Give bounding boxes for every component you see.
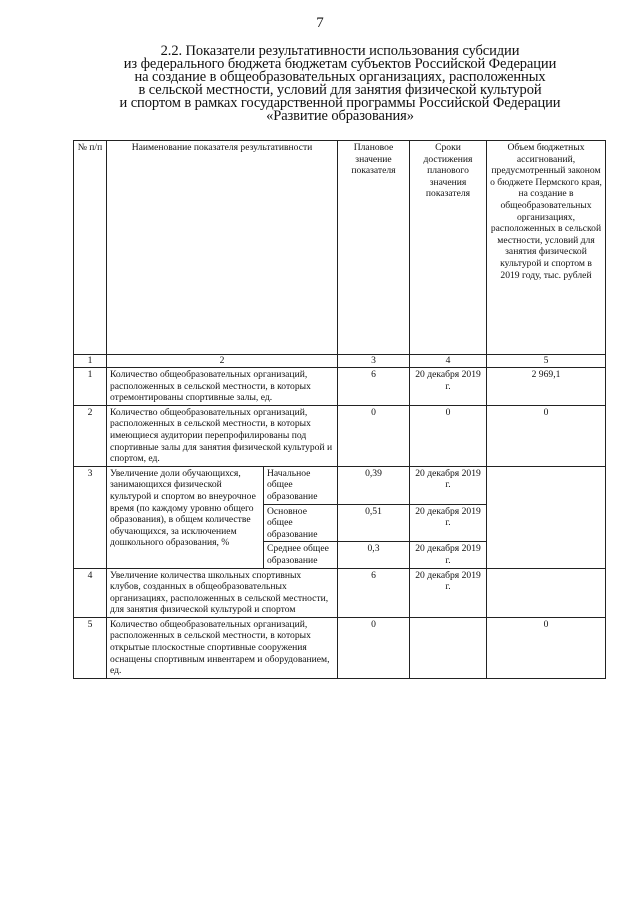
table-row (74, 466, 606, 504)
row-term: 20 декабря 2019 г. (410, 542, 487, 568)
title-line: «Развитие образования» (266, 108, 414, 124)
row-name: Увеличение количества школьных спортивных клубов, созданных в общеобразовательных организациях, расположенных в сельской местности, для занятия физической культурой и спортом (107, 568, 338, 617)
row-term: 20 декабря 2019 г. (410, 368, 487, 406)
row-num: 3 (74, 466, 107, 568)
row-plan: 0,39 (338, 466, 410, 504)
row-term: 20 декабря 2019 г. (410, 504, 487, 542)
title-line: из федерального бюджета бюджетам субъектов Российской Федерации (123, 56, 557, 72)
row-budget: 0 (487, 405, 606, 466)
header-row (74, 141, 606, 355)
page-number: 7 (316, 15, 324, 31)
row-num: 2 (74, 405, 107, 466)
row-budget (487, 568, 606, 617)
row-plan: 6 (338, 568, 410, 617)
table-row (74, 617, 606, 678)
header-plan: Плановое значение показателя (338, 141, 410, 355)
row-budget: 2 969,1 (487, 368, 606, 406)
section-title (60, 45, 620, 123)
table-row (74, 568, 606, 617)
title-line: 2.2. Показатели результативности использования субсидии (160, 43, 520, 59)
row-plan: 0,51 (338, 504, 410, 542)
row-budget: 0 (487, 617, 606, 678)
row-plan: 0 (338, 405, 410, 466)
row-term: 0 (410, 405, 487, 466)
row-plan: 6 (338, 368, 410, 406)
header-name: Наименование показателя результативности (107, 141, 338, 355)
row-term: 20 декабря 2019 г. (410, 568, 487, 617)
title-line: и спортом в рамках государственной программы Российской Федерации (119, 95, 561, 111)
column-number: 4 (410, 355, 487, 368)
row-name: Количество общеобразовательных организаций, расположенных в сельской местности, в которых открытые плоскостные спортивные сооружения оснащены спортивным инвентарем и оборудованием, ед. (107, 617, 338, 678)
row-num: 4 (74, 568, 107, 617)
row-sub-level: Начальное общее образование (264, 466, 338, 504)
table-row (74, 368, 606, 406)
indicators-table (73, 140, 606, 679)
header-num: № п/п (74, 141, 107, 355)
row-plan: 0 (338, 617, 410, 678)
row-num: 1 (74, 368, 107, 406)
header-term: Сроки достижения планового значения показателя (410, 141, 487, 355)
row-term (410, 617, 487, 678)
column-number: 5 (487, 355, 606, 368)
title-line: в сельской местности, условий для занятия физической культурой (138, 82, 542, 98)
row-plan: 0,3 (338, 542, 410, 568)
row-name: Количество общеобразовательных организаций, расположенных в сельской местности, в которых имеющиеся аудитории перепрофилированы под спортивные залы для занятия физической культурой и спортом, ед. (107, 405, 338, 466)
column-number: 1 (74, 355, 107, 368)
title-line: на создание в общеобразовательных организациях, расположенных (134, 69, 546, 85)
column-numbers-row (74, 355, 606, 368)
column-number: 3 (338, 355, 410, 368)
row-sub-level: Основное общее образование (264, 504, 338, 542)
header-budget: Объем бюджетных ассигнований, предусмотренный законом о бюджете Пермского края, на создание в общеобразовательных организациях, расположенных в сельской местности, условий для занятия физической культурой и спортом в 2019 году, тыс. рублей (487, 141, 606, 355)
row-num: 5 (74, 617, 107, 678)
column-number: 2 (107, 355, 338, 368)
table-row (74, 405, 606, 466)
row-budget (487, 466, 606, 568)
row-name: Количество общеобразовательных организаций, расположенных в сельской местности, в которых отремонтированы спортивные залы, ед. (107, 368, 338, 406)
row-term: 20 декабря 2019 г. (410, 466, 487, 504)
row-name: Увеличение доли обучающихся, занимающихся физической культурой и спортом во внеурочное время (по каждому уровню общего образования), в общем количестве обучающихся, за исключением дошкольного образования, % (107, 466, 264, 568)
row-sub-level: Среднее общее образование (264, 542, 338, 568)
